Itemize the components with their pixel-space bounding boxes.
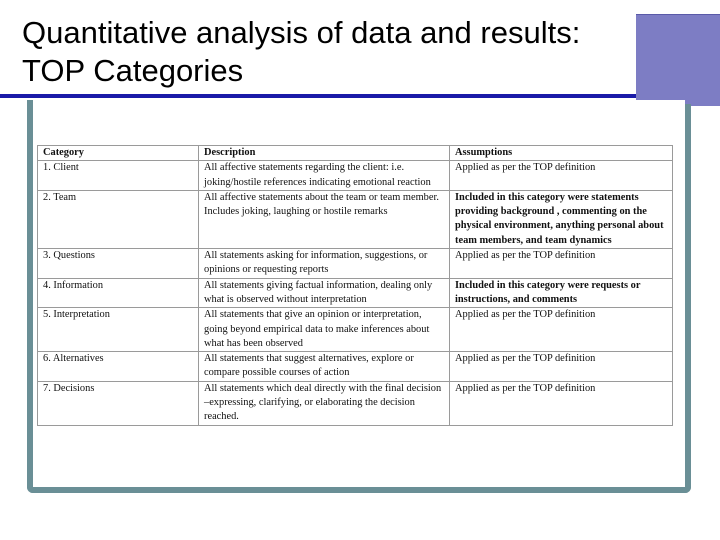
table-row — [38, 381, 673, 425]
cell-description: All statements asking for information, suggestions, or opinions or requesting reports — [199, 249, 450, 279]
cell-category: 6. Alternatives — [38, 352, 199, 382]
cell-assumptions: Applied as per the TOP definition — [450, 308, 673, 352]
cell-description: All statements that suggest alternatives, explore or compare possible courses of action — [199, 352, 450, 382]
corner-accent-block — [636, 14, 720, 106]
title-underline — [0, 94, 636, 98]
slide-title — [22, 14, 580, 90]
cell-description: All statements that give an opinion or interpretation, going beyond empirical data to make inferences about what has been observed — [199, 308, 450, 352]
cell-assumptions: Included in this category were statements providing background , commenting on the physical environment, anything personal about team members, and team dynamics — [450, 190, 673, 248]
header-description: Description — [199, 146, 450, 161]
header-assumptions: Assumptions — [450, 146, 673, 161]
cell-description: All affective statements regarding the client: i.e. joking/hostile references indicating emotional reaction — [199, 161, 450, 191]
table-row — [38, 190, 673, 248]
frame-bottom-border — [27, 487, 691, 493]
cell-assumptions: Included in this category were requests or instructions, and comments — [450, 278, 673, 308]
cell-assumptions: Applied as per the TOP definition — [450, 249, 673, 279]
corner-accent-line — [636, 14, 720, 15]
cell-description: All statements which deal directly with the final decision –expressing, clarifying, or elaborating the decision reached. — [199, 381, 450, 425]
slide-title-line-2: TOP Categories — [22, 53, 244, 88]
cell-assumptions: Applied as per the TOP definition — [450, 352, 673, 382]
table-row — [38, 308, 673, 352]
cell-category: 2. Team — [38, 190, 199, 248]
cell-category: 4. Information — [38, 278, 199, 308]
cell-category: 3. Questions — [38, 249, 199, 279]
header-category: Category — [38, 146, 199, 161]
top-categories-table — [37, 145, 673, 426]
cell-description: All affective statements about the team or team member. Includes joking, laughing or hostile remarks — [199, 190, 450, 248]
cell-category: 1. Client — [38, 161, 199, 191]
cell-category: 7. Decisions — [38, 381, 199, 425]
cell-description: All statements giving factual information, dealing only what is observed without interpretation — [199, 278, 450, 308]
table-row — [38, 161, 673, 191]
table-header-row — [38, 146, 673, 161]
cell-category: 5. Interpretation — [38, 308, 199, 352]
cell-assumptions: Applied as per the TOP definition — [450, 161, 673, 191]
slide-title-line-1: Quantitative analysis of data and results: — [22, 15, 581, 50]
frame-right-border — [685, 104, 691, 493]
table-row — [38, 249, 673, 279]
title-area — [0, 0, 636, 100]
table-row — [38, 352, 673, 382]
table-row — [38, 278, 673, 308]
cell-assumptions: Applied as per the TOP definition — [450, 381, 673, 425]
